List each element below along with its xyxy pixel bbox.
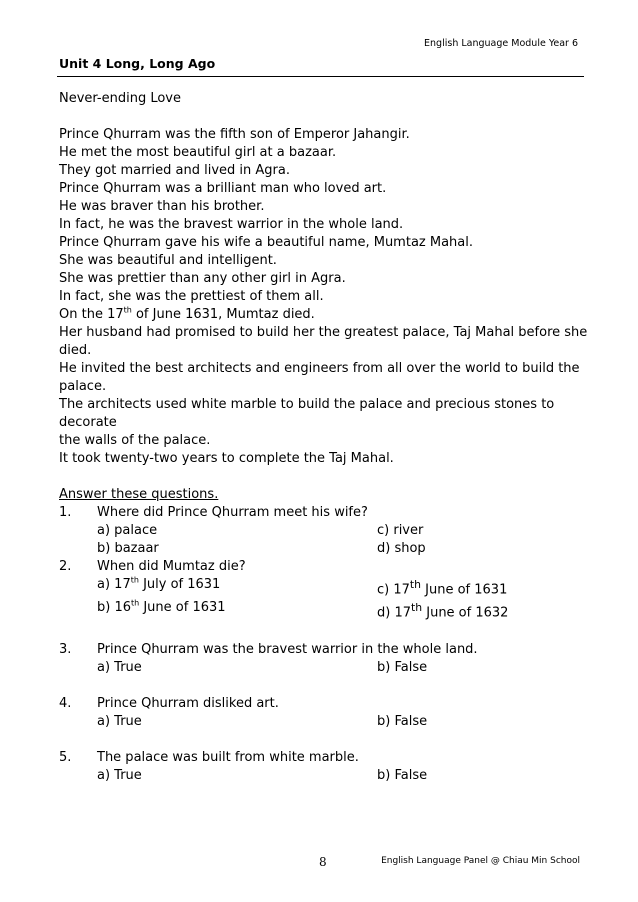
option-c: c) river [377,523,424,538]
header-divider [57,76,584,77]
question-text: Prince Qhurram was the bravest warrior in the whole land. [97,641,478,657]
story-line: In fact, she was the prettiest of them all. [59,289,324,304]
option-b: b) 16th June of 1631 [97,599,226,616]
story-body [59,126,589,468]
story-title: Never-ending Love [59,91,182,106]
question-number: 4. [59,695,72,711]
option-true: a) True [97,713,142,729]
story-line: She was prettier than any other girl in Agra. [59,271,346,286]
option-a: a) 17th July of 1631 [97,575,221,592]
option-d: d) 17th June of 1632 [377,601,509,621]
question-number: 3. [59,641,72,657]
story-line: palace. [59,379,107,394]
unit-title: Unit 4 Long, Long Ago [59,56,216,71]
page-content [59,90,589,785]
story-line: He invited the best architects and engineers from all over the world to build the [59,361,580,376]
story-line: She was beautiful and intelligent. [59,253,277,268]
module-header: English Language Module Year 6 [424,38,578,49]
story-line: It took twenty-two years to complete the Taj Mahal. [59,451,394,466]
story-line: The architects used white marble to build the palace and precious stones to decorate [59,397,555,430]
story-line: the walls of the palace. [59,433,211,448]
story-line: He met the most beautiful girl at a bazaar. [59,145,337,160]
story-line: They got married and lived in Agra. [59,163,290,178]
option-false: b) False [377,713,428,729]
option-d: d) shop [377,541,426,556]
story-line: Prince Qhurram was the fifth son of Emperor Jahangir. [59,127,410,142]
question-text: The palace was built from white marble. [97,749,359,765]
footer-credit: English Language Panel @ Chiau Min School [381,856,580,866]
question-3 [59,641,589,677]
story-line: Her husband had promised to build her the greatest palace, Taj Mahal before she [59,325,588,340]
questions-heading: Answer these questions. [59,487,219,502]
question-text: Where did Prince Qhurram meet his wife? [97,505,368,520]
story-line: died. [59,343,92,358]
question-number: 5. [59,749,72,765]
story-line: Prince Qhurram gave his wife a beautiful name, Mumtaz Mahal. [59,235,473,250]
option-b: b) bazaar [97,541,159,556]
question-text: Prince Qhurram disliked art. [97,695,279,711]
option-false: b) False [377,767,428,783]
option-true: a) True [97,767,142,783]
story-line-death-date: On the 17th of June 1631, Mumtaz died. [59,305,315,322]
page-number: 8 [319,855,327,869]
option-a: a) palace [97,523,158,538]
question-2 [59,558,589,623]
question-number: 1. [59,505,72,520]
question-1 [59,504,589,558]
story-line: He was braver than his brother. [59,199,265,214]
option-true: a) True [97,659,142,675]
question-5 [59,749,589,785]
story-line: Prince Qhurram was a brilliant man who loved art. [59,181,387,196]
question-4 [59,695,589,731]
story-line: In fact, he was the bravest warrior in the whole land. [59,217,404,232]
question-number: 2. [59,559,72,574]
question-text: When did Mumtaz die? [97,559,246,574]
option-false: b) False [377,659,428,675]
option-c: c) 17th June of 1631 [377,578,508,598]
